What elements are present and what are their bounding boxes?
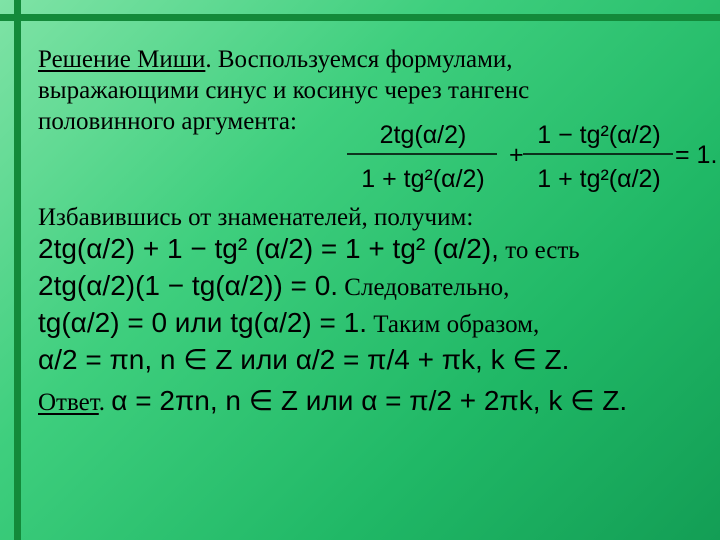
equation-2-text: Следовательно, [338, 274, 510, 301]
answer-formula: α = 2πn, n ∈ Z или α = π/2 + 2πk, k ∈ Z. [111, 385, 628, 416]
answer-line [38, 384, 627, 417]
equals-one: = 1. [675, 141, 718, 169]
equation-1-line [38, 233, 708, 266]
fraction1-numerator: 2tg(α/2) [379, 121, 467, 149]
equation-1-text: то есть [498, 237, 580, 264]
equation-2-line [38, 270, 708, 303]
equation-1: 2tg(α/2) + 1 − tg² (α/2) = 1 + tg² (α/2), [38, 233, 499, 264]
equation-2: 2tg(α/2)(1 − tg(α/2)) = 0. [38, 270, 339, 301]
fraction-formula [345, 115, 718, 195]
derivation-block [38, 202, 708, 377]
intro-line-2: выражающими синус и косинус через тангенс [38, 77, 530, 104]
answer-dot: . [98, 389, 106, 416]
remove-denominators-line: Избавившись от знаменателей, получим: [38, 204, 474, 231]
equation-4-line [38, 344, 708, 377]
equation-3-text: Таким образом, [367, 311, 540, 338]
left-accent-bar [14, 0, 21, 540]
solution-heading: Решение Миши [38, 46, 206, 73]
equation-3-line [38, 307, 708, 340]
intro-text: . Воспользуемся формулами, [205, 46, 513, 73]
intro-line-3: половинного аргумента: [38, 108, 297, 135]
fraction2-numerator: 1 − tg²(α/2) [537, 121, 661, 149]
intro-line [38, 44, 708, 75]
plus-sign: + [509, 141, 524, 169]
fraction1-denominator: 1 + tg²(α/2) [361, 165, 485, 193]
answer-label: Ответ [38, 389, 99, 416]
equation-3: tg(α/2) = 0 или tg(α/2) = 1. [38, 307, 367, 338]
fraction2-denominator: 1 + tg²(α/2) [537, 165, 661, 193]
top-accent-bar [0, 14, 720, 21]
equation-4: α/2 = πn, n ∈ Z или α/2 = π/4 + πk, k ∈ Z. [38, 344, 570, 375]
